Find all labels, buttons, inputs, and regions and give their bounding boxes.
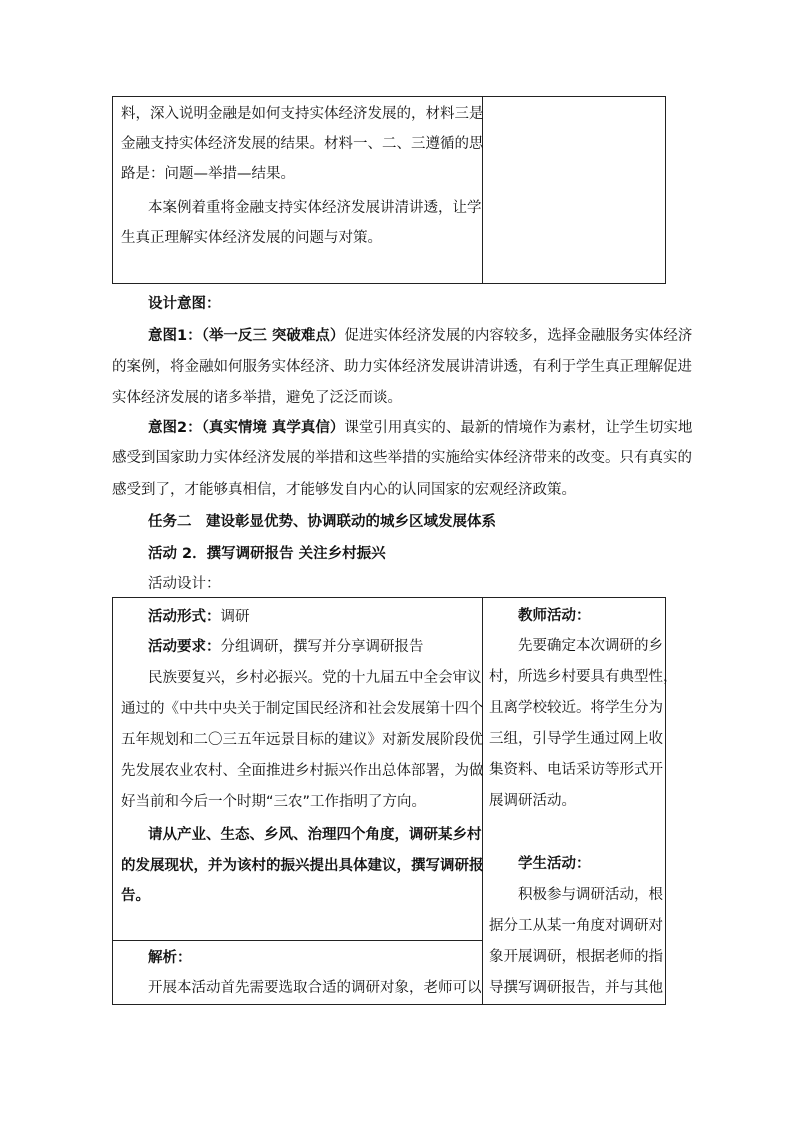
intent-1-line-2: 的案例，将金融如何服务实体经济、助力实体经济发展讲清讲透，有利于学生真正理解促进 [112,359,692,375]
teacher-activity-line-4: 三组，引导学生通过网上收 [489,731,663,747]
table-1-line-3: 路是：问题—举措—结果。 [121,166,295,182]
student-activity-line-3: 象开展调研，根据老师的指 [489,949,663,965]
intent-2-line-2: 感受到国家助力实体经济发展的举措和这些举措的实施给实体经济带来的改变。只有真实的 [112,450,692,466]
activity-form-label: 活动形式： [148,609,221,625]
intent-2-text: 课堂引用真实的、最新的情境作为素材，让学生切实地 [344,420,693,436]
task-2-heading: 任务二 建设彰显优势、协调联动的城乡区域发展体系 [148,514,496,530]
table-2-body-line-2: 通过的《中共中央关于制定国民经济和社会发展第十四个 [121,701,484,717]
table-2-row-divider [112,940,482,941]
activity-requirement [148,637,424,657]
table-1 [112,96,666,284]
activity-requirement-label: 活动要求： [148,639,221,655]
activity-requirement-value: 分组调研，撰写并分享调研报告 [220,639,424,655]
teacher-activity-line-2: 村，所选乡村要具有典型性， [489,669,678,685]
intent-1-text: 促进实体经济发展的内容较多，选择金融服务实体经济 [344,328,693,344]
table-2-task-line-1: 请从产业、生态、乡风、治理四个角度，调研某乡村 [148,827,482,843]
activity-design-label: 活动设计： [148,576,221,592]
activity-form [148,607,250,627]
student-activity-line-1: 积极参与调研活动，根 [518,887,663,903]
intent-2-line-3: 感受到了，才能够真相信，才能够发自内心的认同国家的宏观经济政策。 [112,482,576,498]
teacher-activity-line-5: 集资料、电话采访等形式开 [489,762,663,778]
table-1-line-2: 金融支持实体经济发展的结果。材料一、二、三遵循的思 [121,136,484,152]
activity-2-heading: 活动 2．撰写调研报告 关注乡村振兴 [148,546,386,562]
table-2-body-line-5: 好当前和今后一个时期“三农”工作指明了方向。 [121,794,427,810]
table-1-line-1: 料，深入说明金融是如何支持实体经济发展的，材料三是 [121,106,484,122]
table-1-line-5: 生真正理解实体经济发展的问题与对策。 [121,230,382,246]
table-1-divider [482,96,483,284]
activity-form-value: 调研 [220,609,250,625]
design-heading: 设计意图： [148,296,221,312]
table-2-task-line-2: 的发展现状，并为该村的振兴提出具体建议，撰写调研报 [121,858,484,874]
intent-1-line-1 [148,326,692,346]
table-2-body-line-1: 民族要复兴，乡村必振兴。党的十九届五中全会审议 [148,670,482,686]
table-2-task-line-3: 告。 [121,888,150,904]
intent-1-line-3: 实体经济发展的诸多举措，避免了泛泛而谈。 [112,390,402,406]
table-2-body-line-3: 五年规划和二〇三五年远景目标的建议》对新发展阶段优 [121,732,484,748]
table-1-line-4: 本案例着重将金融支持实体经济发展讲清讲透，让学 [148,200,482,216]
student-activity-line-4: 导撰写调研报告，并与其他 [489,980,663,996]
intent-2-label: 意图2：（真实情境 真学真信） [148,420,345,436]
student-activity-label: 学生活动： [518,856,591,872]
teacher-activity-line-6: 展调研活动。 [489,793,576,809]
table-2-divider [482,597,483,1005]
analysis-line-1: 开展本活动首先需要选取合适的调研对象，老师可以 [148,980,482,996]
intent-2-line-1 [148,418,692,438]
teacher-activity-label: 教师活动： [518,608,591,624]
table-2-body-line-4: 先发展农业农村、全面推进乡村振兴作出总体部署，为做 [121,763,484,779]
student-activity-line-2: 据分工从某一角度对调研对 [489,918,663,934]
teacher-activity-line-3: 且离学校较近。将学生分为 [489,700,663,716]
teacher-activity-line-1: 先要确定本次调研的乡 [518,638,663,654]
analysis-label: 解析： [148,950,192,966]
intent-1-label: 意图1：（举一反三 突破难点） [148,328,345,344]
